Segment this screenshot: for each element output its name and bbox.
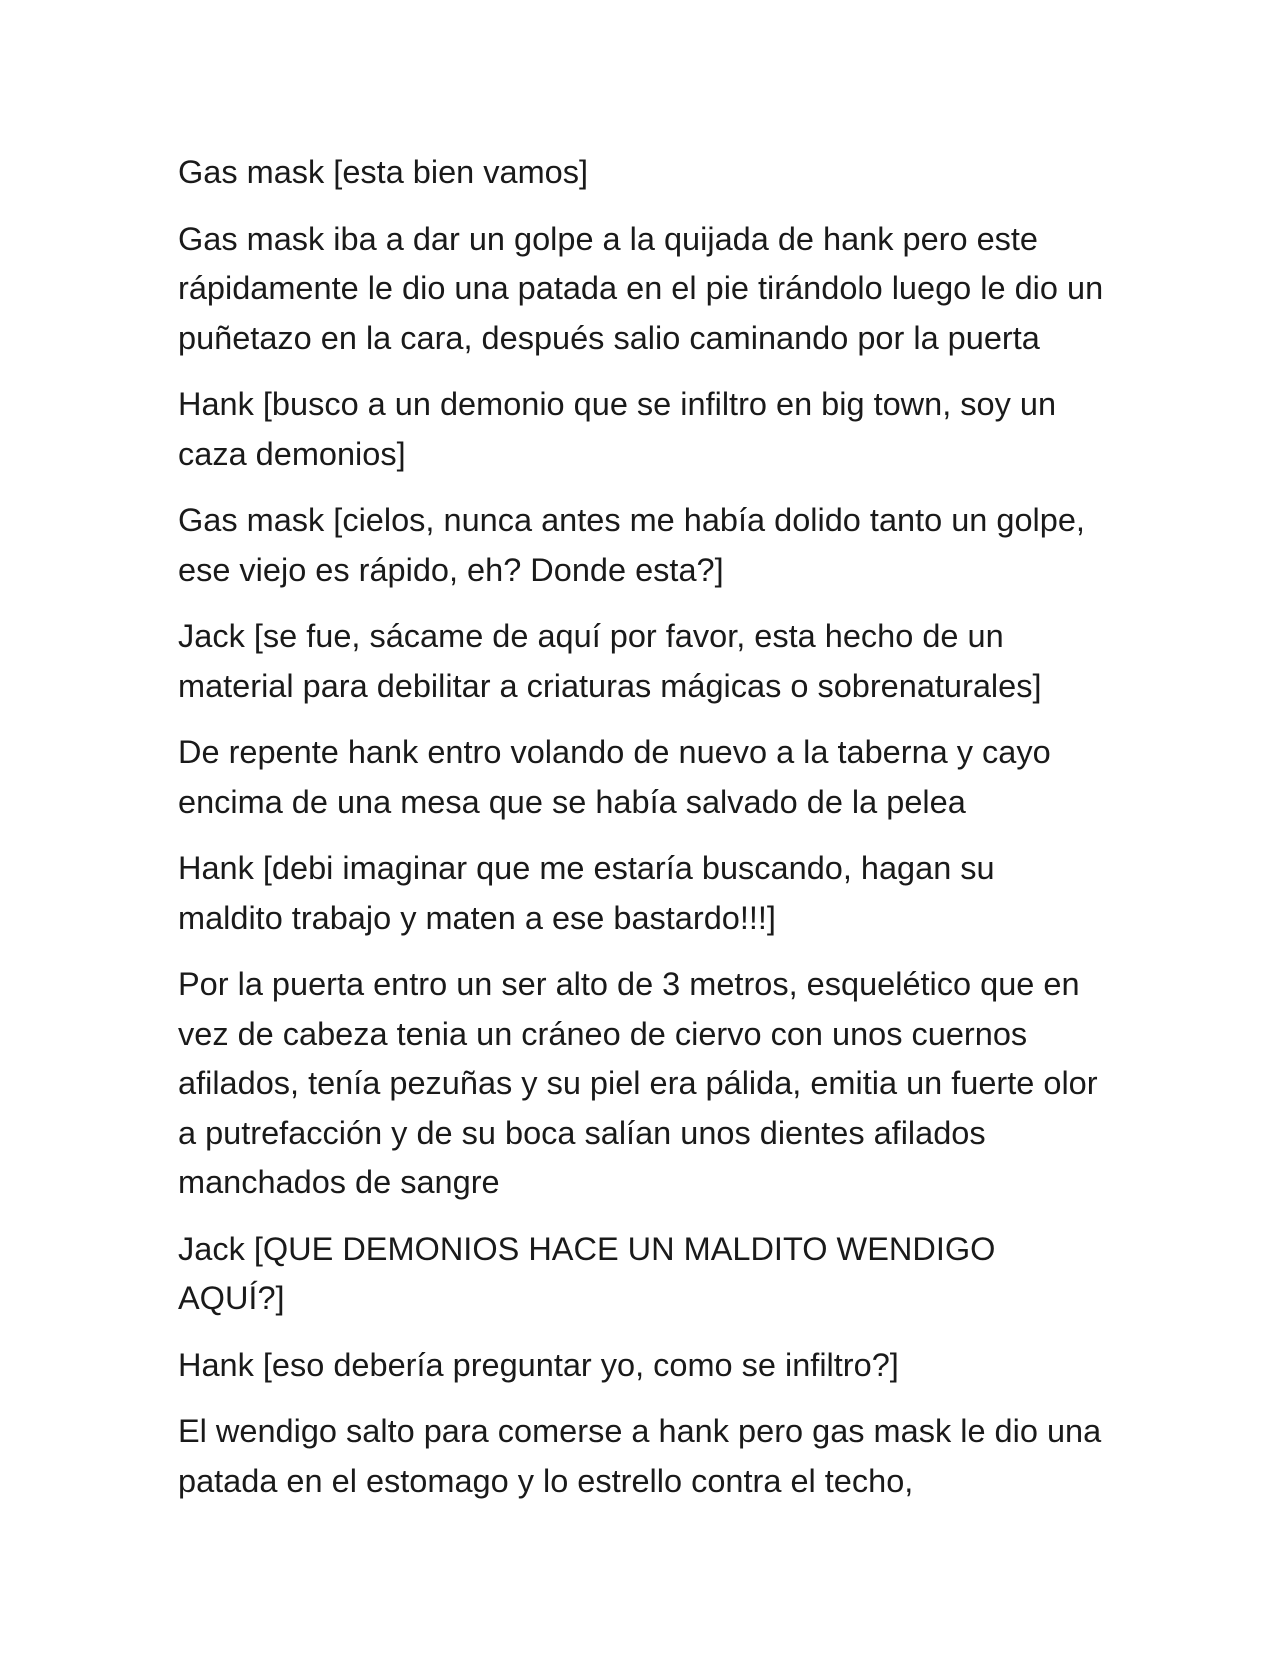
paragraph-7: Hank [debi imaginar que me estaría buscando, hagan su maldito trabajo y maten a ese bastardo!!!] [178,850,995,936]
paragraph-5: Jack [se fue, sácame de aquí por favor, esta hecho de un material para debilitar a criaturas mágicas o sobrenaturales] [178,618,1042,704]
paragraph-9: Jack [QUE DEMONIOS HACE UN MALDITO WENDIGO AQUÍ?] [178,1230,996,1316]
paragraph-8: Por la puerta entro un ser alto de 3 metros, esquelético que en vez de cabeza tenia un cráneo de ciervo con unos cuernos afilados, tenía pezuñas y su piel era pálida, emitia un fuerte olor a putrefacción y de su boca salían unos dientes afilados manchados de sangre [178,966,1098,1200]
paragraph-4: Gas mask [cielos, nunca antes me había dolido tanto un golpe, ese viejo es rápido, eh? Donde esta?] [178,502,1085,588]
paragraph-2: Gas mask iba a dar un golpe a la quijada de hank pero este rápidamente le dio una patada en el pie tirándolo luego le dio un puñetazo en la cara, después salio caminando por la puerta [178,220,1104,356]
paragraph-11: El wendigo salto para comerse a hank pero gas mask le dio una patada en el estomago y lo estrello contra el techo, [178,1413,1102,1499]
paragraph-6: De repente hank entro volando de nuevo a la taberna y cayo encima de una mesa que se había salvado de la pelea [178,734,1051,820]
document-body [178,148,1108,1523]
paragraph-3: Hank [busco a un demonio que se infiltro en big town, soy un caza demonios] [178,386,1057,472]
paragraph-1: Gas mask [esta bien vamos] [178,154,589,190]
paragraph-10: Hank [eso debería preguntar yo, como se infiltro?] [178,1346,899,1383]
